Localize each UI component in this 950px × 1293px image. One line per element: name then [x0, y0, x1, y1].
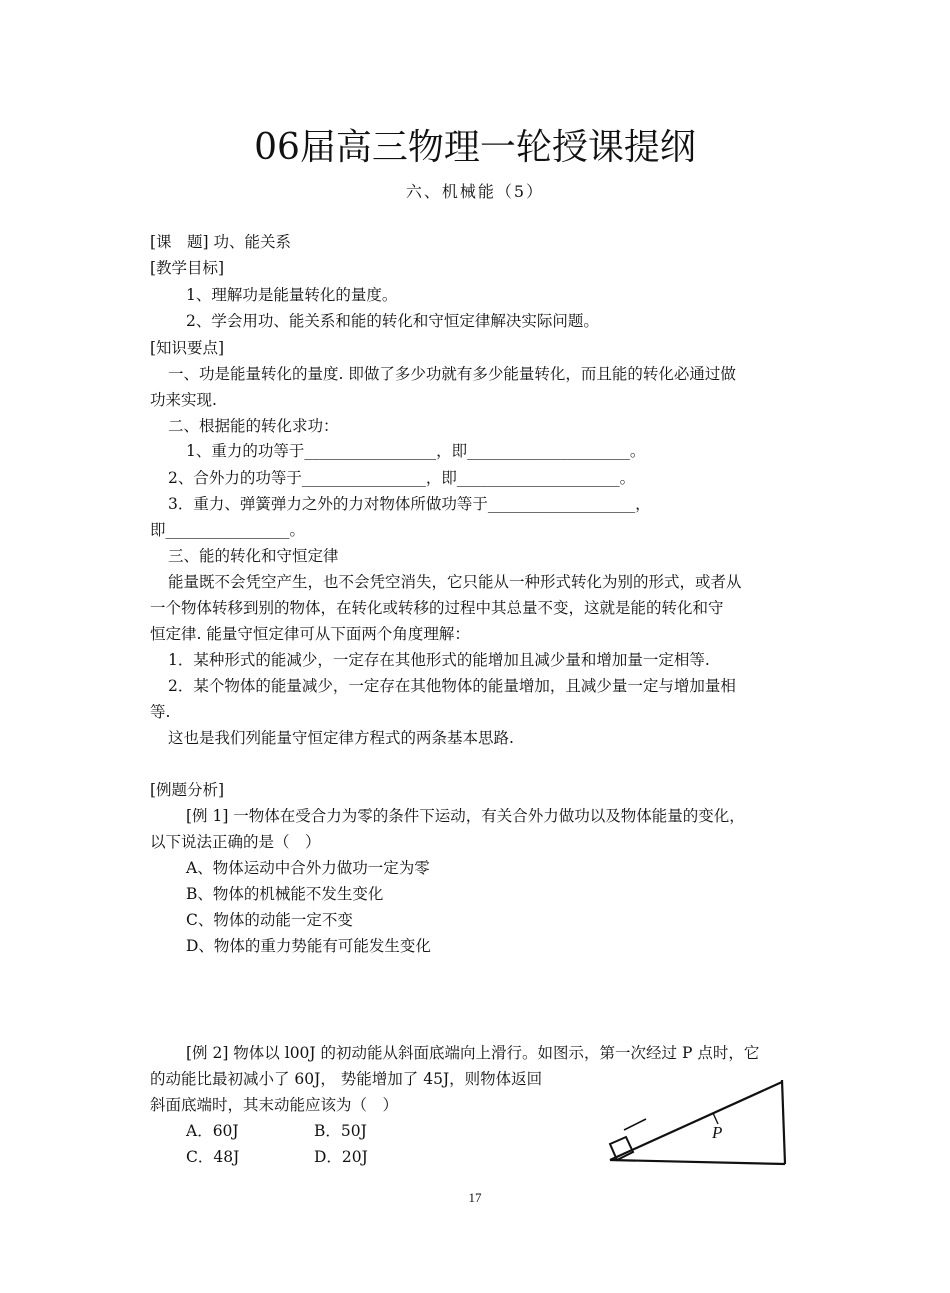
paragraph-line: 恒定律. 能量守恒定律可从下面两个角度理解： — [150, 625, 470, 643]
block — [610, 1137, 633, 1160]
example-2-option-a: A．60J — [186, 1122, 239, 1140]
paragraph-line: 二、根据能的转化求功： — [168, 417, 339, 435]
example-2-option-b: B．50J — [314, 1122, 367, 1140]
objective-item: 2、学会用功、能关系和能的转化和守恒定律解决实际问题。 — [186, 312, 599, 330]
paragraph-line: 三、能的转化和守恒定律 — [168, 547, 339, 565]
paragraph-line: 一、功是能量转化的量度. 即做了多少功就有多少能量转化，而且能的转化必通过做 — [168, 365, 736, 383]
paragraph-line: 一个物体转移到别的物体，在转化或转移的过程中其总量不变，这就是能的转化和守 — [150, 599, 724, 617]
fill-blank-line: 即________________。 — [150, 521, 306, 539]
example-1-option-c: C、物体的动能一定不变 — [186, 911, 353, 929]
paragraph-line: 2．某个物体的能量减少，一定存在其他物体的能量增加，且减少量一定与增加量相 — [168, 677, 736, 695]
document-subtitle: 六、机械能（5） — [405, 182, 545, 201]
document-title: 06届高三物理一轮授课提纲 — [254, 127, 696, 168]
incline-diagram — [600, 1072, 795, 1172]
example-1-option-a: A、物体运动中合外力做功一定为零 — [186, 859, 430, 877]
example-2-option-d: D．20J — [314, 1148, 368, 1166]
section-heading-objectives: [教学目标] — [150, 259, 225, 277]
example-1-option-b: B、物体的机械能不发生变化 — [186, 885, 384, 903]
fill-blank-line: 2、合外力的功等于________________，即_____________________。 — [168, 469, 636, 487]
paragraph-line: 等. — [150, 703, 171, 721]
section-heading-examples: [例题分析] — [150, 781, 225, 799]
topic-line: [课 题] 功、能关系 — [150, 233, 292, 251]
example-1-question: 以下说法正确的是（ ） — [150, 833, 321, 851]
fill-blank-line: 3．重力、弹簧弹力之外的力对物体所做功等于___________________， — [168, 495, 651, 513]
example-2-question: 的动能比最初减小了 60J， 势能增加了 45J，则物体返回 — [150, 1070, 543, 1088]
page-number: 17 — [468, 1190, 482, 1205]
point-p-label: P — [712, 1123, 723, 1142]
velocity-arrow — [624, 1119, 646, 1130]
paragraph-line: 这也是我们列能量守恒定律方程式的两条基本思路. — [168, 729, 514, 747]
incline-slope — [610, 1082, 782, 1160]
fill-blank-line: 1、重力的功等于_________________，即_____________________。 — [186, 442, 646, 460]
section-heading-key-points: [知识要点] — [150, 339, 225, 357]
incline-vertical-side — [782, 1080, 785, 1164]
example-1-option-d: D、物体的重力势能有可能发生变化 — [186, 937, 431, 955]
example-2-question: 斜面底端时，其末动能应该为（ ） — [150, 1096, 399, 1114]
objective-item: 1、理解功是能量转化的量度。 — [186, 286, 398, 304]
paragraph-line: 能量既不会凭空产生，也不会凭空消失，它只能从一种形式转化为别的形式，或者从 — [168, 573, 742, 591]
paragraph-line: 功来实现. — [150, 391, 217, 409]
example-2-option-c: C．48J — [186, 1148, 240, 1166]
incline-base — [610, 1160, 785, 1164]
example-2-question: [例 2] 物体以 l00J 的初动能从斜面底端向上滑行。如图示，第一次经过 P 点时，它 — [186, 1044, 760, 1062]
paragraph-line: 1．某种形式的能减少，一定存在其他形式的能增加且减少量和增加量一定相等. — [168, 651, 710, 669]
example-1-question: [例 1] 一物体在受合力为零的条件下运动，有关合外力做功以及物体能量的变化， — [186, 807, 745, 825]
